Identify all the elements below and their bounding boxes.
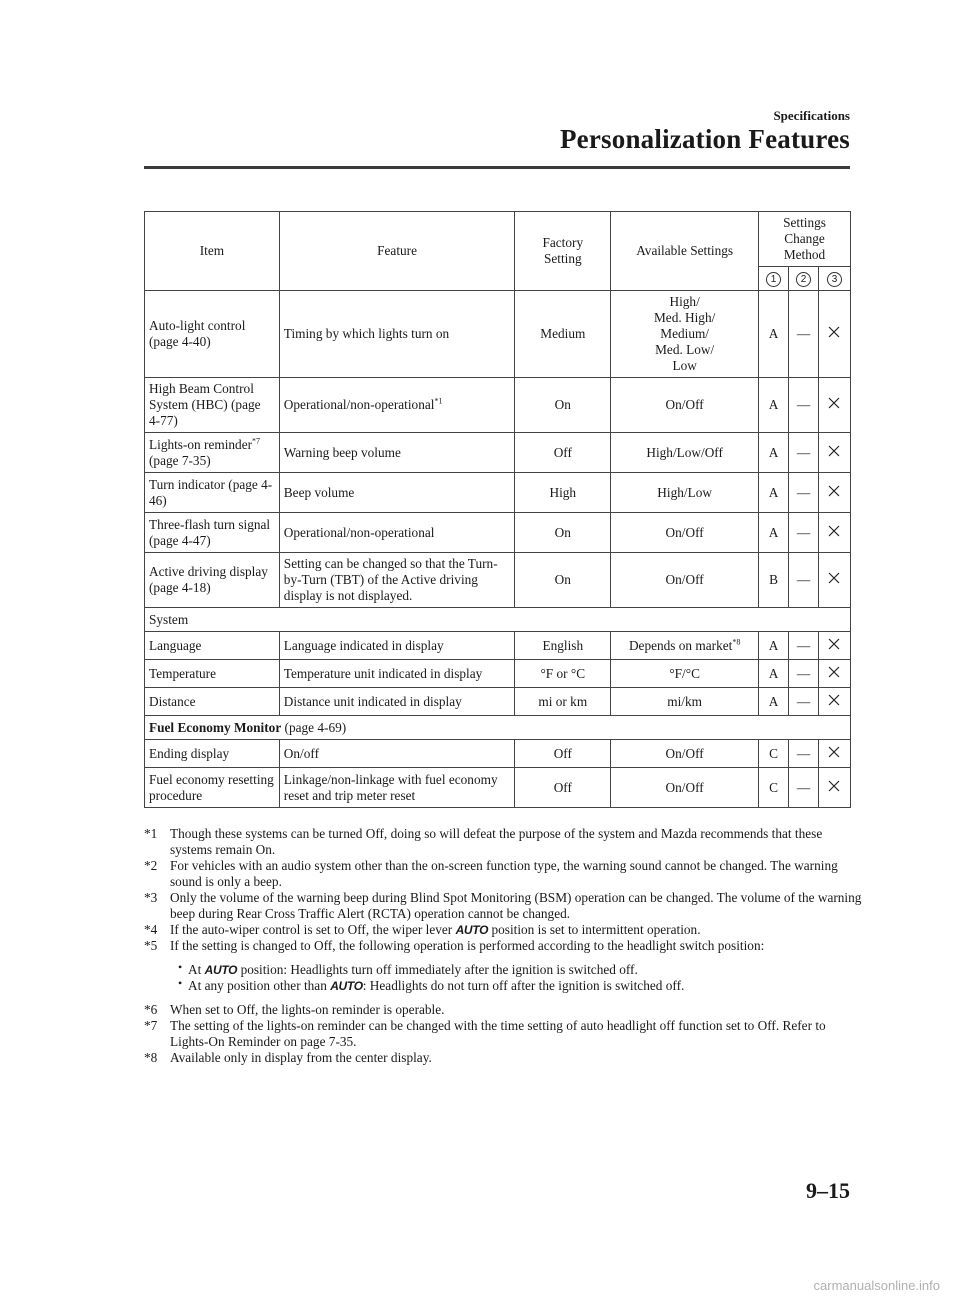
feature-cell: Setting can be changed so that the Turn-by-Turn (TBT) of the Active driving display is not displayed. [279, 553, 515, 608]
method-3-cell [818, 688, 850, 716]
item-text: Lights-on reminder [149, 436, 253, 452]
method-2-cell: — [789, 768, 819, 808]
footnote-number: *7 [144, 1018, 158, 1033]
method-1-cell: A [759, 660, 789, 688]
bullet-text: position: Headlights turn off immediately after the ignition is switched off. [240, 962, 638, 977]
header-rule [144, 166, 850, 169]
method-3-cell [818, 553, 850, 608]
feature-cell [279, 378, 515, 433]
method-1-cell: A [759, 291, 789, 378]
section-row-fuel [145, 716, 851, 740]
item-cell: Active driving display (page 4-18) [145, 553, 280, 608]
method-2-cell: — [789, 632, 819, 660]
feature-text: Operational/non-operational [283, 397, 435, 412]
factory-cell: On [515, 553, 611, 608]
bullet-item [178, 978, 864, 994]
feature-cell: Beep volume [279, 473, 515, 513]
feature-cell: Warning beep volume [279, 433, 515, 473]
x-mark-icon [828, 525, 840, 537]
factory-cell: English [515, 632, 611, 660]
method-1-cell: C [759, 740, 789, 768]
available-cell: High/Low/Off [611, 433, 759, 473]
x-mark-icon [828, 445, 840, 457]
section-title [145, 716, 851, 740]
available-cell: On/Off [611, 768, 759, 808]
factory-cell: On [515, 513, 611, 553]
footnote-number: *8 [144, 1050, 158, 1065]
circled-2-icon: 2 [796, 272, 811, 287]
available-cell: High/ Med. High/ Medium/ Med. Low/ Low [611, 291, 759, 378]
footnote-text: For vehicles with an audio system other than the on-screen function type, the warning sound cannot be changed. The warning sound is only a beep. [170, 858, 838, 889]
x-mark-icon [828, 746, 840, 758]
table-row [145, 688, 851, 716]
table-row [145, 768, 851, 808]
footnote-number: *5 [144, 938, 158, 953]
x-mark-icon [828, 638, 840, 650]
footnote [144, 922, 864, 938]
method-1-cell: A [759, 473, 789, 513]
bullet-item [178, 962, 864, 978]
footnote [144, 1050, 864, 1066]
method-1-cell: A [759, 433, 789, 473]
item-cell: Distance [145, 688, 280, 716]
item-cell: Language [145, 632, 280, 660]
footnote [144, 826, 864, 858]
footnote-text: Only the volume of the warning beep during Blind Spot Monitoring (BSM) operation can be changed. The volume of the warning beep during Rear Cross Traffic Alert (RCTA) operation cannot be changed. [170, 890, 862, 921]
x-mark-icon [828, 780, 840, 792]
method-3-cell [818, 513, 850, 553]
table-row [145, 632, 851, 660]
available-cell: mi/km [611, 688, 759, 716]
available-cell: High/Low [611, 473, 759, 513]
available-cell: On/Off [611, 378, 759, 433]
x-mark-icon [828, 397, 840, 409]
table-header-row [145, 212, 851, 267]
bullet-text: At any position other than [188, 978, 327, 993]
footnotes [144, 826, 864, 1066]
footnote-number: *1 [144, 826, 158, 841]
table-row [145, 740, 851, 768]
watermark: carmanualsonline.info [813, 1278, 940, 1293]
footnote-text: The setting of the lights-on reminder can be changed with the time setting of auto headlight off function set to Off. Refer to Lights-On Reminder on page 7-35. [170, 1018, 826, 1049]
bullet-text: At [188, 962, 202, 977]
method-2-cell: — [789, 513, 819, 553]
section-row-system [145, 608, 851, 632]
footnote [144, 1002, 864, 1018]
feature-cell: Temperature unit indicated in display [279, 660, 515, 688]
factory-cell: High [515, 473, 611, 513]
method-3-cell [818, 660, 850, 688]
x-mark-icon [828, 666, 840, 678]
section-label: Specifications [773, 108, 850, 123]
item-cell: Auto-light control (page 4-40) [145, 291, 280, 378]
factory-cell: Off [515, 433, 611, 473]
page-title: Personalization Features [559, 124, 850, 154]
feature-cell: Distance unit indicated in display [279, 688, 515, 716]
footnote [144, 938, 864, 954]
table-row [145, 513, 851, 553]
table-row [145, 378, 851, 433]
item-cell: Ending display [145, 740, 280, 768]
bullet-list [178, 962, 864, 994]
method-3-cell [818, 378, 850, 433]
method-1-cell: A [759, 632, 789, 660]
footnote-text: When set to Off, the lights-on reminder is operable. [170, 1002, 445, 1017]
available-cell [611, 632, 759, 660]
footnote-ref: *8 [732, 637, 741, 647]
page-number: 9–15 [806, 1178, 850, 1203]
item-cell: Turn indicator (page 4-46) [145, 473, 280, 513]
available-cell: °F/°C [611, 660, 759, 688]
method-1-header [759, 267, 789, 291]
available-text: Depends on market [628, 637, 733, 653]
factory-cell: Medium [515, 291, 611, 378]
available-cell: On/Off [611, 513, 759, 553]
method-2-cell: — [789, 433, 819, 473]
method-3-cell [818, 740, 850, 768]
item-cell: Three-flash turn signal (page 4-47) [145, 513, 280, 553]
bullet-dot-icon: • [178, 960, 183, 974]
bullet-dot-icon: • [178, 976, 183, 990]
footnote-ref: *1 [434, 396, 443, 406]
table-row [145, 660, 851, 688]
method-3-cell [818, 768, 850, 808]
footnote-text: position is set to intermittent operation. [491, 922, 701, 937]
available-cell: On/Off [611, 553, 759, 608]
factory-cell: °F or °C [515, 660, 611, 688]
feature-cell: Timing by which lights turn on [279, 291, 515, 378]
circled-1-icon: 1 [766, 272, 781, 287]
x-mark-icon [828, 572, 840, 584]
factory-cell: Off [515, 768, 611, 808]
header-available: Available Settings [611, 212, 759, 291]
footnote [144, 890, 864, 922]
section-title: System [145, 608, 851, 632]
feature-cell: On/off [279, 740, 515, 768]
item-cell [145, 433, 280, 473]
method-1-cell: A [759, 688, 789, 716]
method-3-cell [818, 632, 850, 660]
method-2-cell: — [789, 473, 819, 513]
footnote-number: *6 [144, 1002, 158, 1017]
item-cell: High Beam Control System (HBC) (page 4-77) [145, 378, 280, 433]
x-mark-icon [828, 485, 840, 497]
item-page-ref: (page 7-35) [149, 452, 211, 468]
available-cell: On/Off [611, 740, 759, 768]
feature-cell: Operational/non-operational [279, 513, 515, 553]
x-mark-icon [828, 694, 840, 706]
method-3-header [818, 267, 850, 291]
footnote [144, 1018, 864, 1050]
auto-icon: AUTO [330, 979, 363, 993]
x-mark-icon [828, 326, 840, 338]
header-feature: Feature [279, 212, 515, 291]
method-2-cell: — [789, 740, 819, 768]
method-3-cell [818, 473, 850, 513]
table-row [145, 553, 851, 608]
footnote-text: If the auto-wiper control is set to Off, the wiper lever [170, 922, 453, 937]
circled-3-icon: 3 [827, 272, 842, 287]
footnote-number: *2 [144, 858, 158, 873]
footnote-text: Though these systems can be turned Off, doing so will defeat the purpose of the system and Mazda recommends that these systems remain On. [170, 826, 823, 857]
item-cell: Temperature [145, 660, 280, 688]
table-row [145, 473, 851, 513]
method-2-cell: — [789, 660, 819, 688]
item-cell: Fuel economy resetting procedure [145, 768, 280, 808]
header-method: Settings Change Method [759, 212, 851, 267]
table-row [145, 291, 851, 378]
personalization-table [144, 211, 851, 808]
table-row [145, 433, 851, 473]
auto-icon: AUTO [455, 923, 489, 937]
auto-icon: AUTO [204, 963, 238, 977]
footnote-ref: *7 [252, 436, 261, 446]
footnote-number: *4 [144, 922, 158, 937]
bullet-text: : Headlights do not turn off after the ignition is switched off. [362, 978, 685, 993]
feature-cell: Language indicated in display [279, 632, 515, 660]
method-1-cell: A [759, 378, 789, 433]
method-2-cell: — [789, 291, 819, 378]
factory-cell: mi or km [515, 688, 611, 716]
footnote-number: *3 [144, 890, 158, 905]
method-3-cell [818, 433, 850, 473]
feature-cell: Linkage/non-linkage with fuel economy reset and trip meter reset [279, 768, 515, 808]
section-title-text: Fuel Economy Monitor [149, 719, 282, 735]
header-item: Item [145, 212, 280, 291]
method-1-cell: C [759, 768, 789, 808]
footnote [144, 858, 864, 890]
footnote-text: If the setting is changed to Off, the following operation is performed according to the headlight switch position: [170, 938, 765, 953]
factory-cell: Off [515, 740, 611, 768]
header-factory: Factory Setting [515, 212, 611, 291]
method-2-cell: — [789, 553, 819, 608]
footnote-text: Available only in display from the center display. [170, 1050, 432, 1065]
method-2-cell: — [789, 688, 819, 716]
method-3-cell [818, 291, 850, 378]
method-1-cell: A [759, 513, 789, 553]
section-page-ref: (page 4-69) [284, 719, 347, 735]
method-1-cell: B [759, 553, 789, 608]
method-2-header [789, 267, 819, 291]
method-2-cell: — [789, 378, 819, 433]
factory-cell: On [515, 378, 611, 433]
